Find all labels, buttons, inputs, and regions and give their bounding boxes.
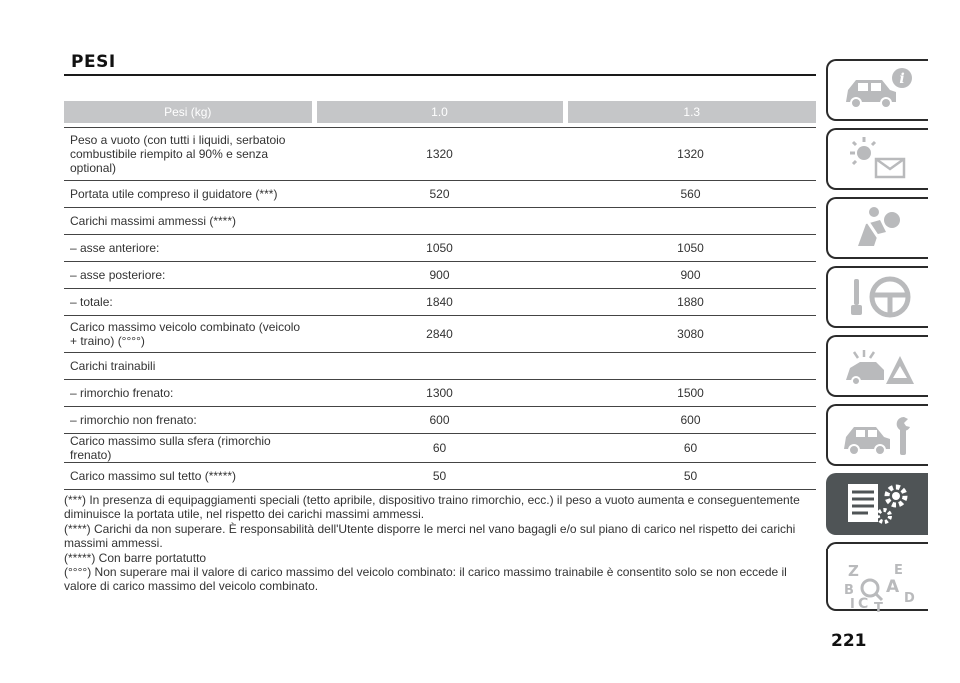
value-1-3: 3080	[565, 316, 816, 353]
chapter-tab-technical-data[interactable]	[826, 473, 928, 535]
table-row	[64, 289, 816, 316]
table-row	[64, 235, 816, 262]
value-1-0: 2840	[314, 316, 565, 353]
value-1-0: 60	[314, 434, 565, 463]
table-row	[64, 407, 816, 434]
footnote: (***) In presenza di equipaggiamenti speciali (tetto apribile, dispositivo traino rimorchio, ecc.) il peso a vuoto aumenta e conseguentemente diminuisce la portata utile, nel rispetto dei carichi massimi ammessi.	[64, 493, 800, 522]
index-letter: E	[894, 563, 903, 578]
table-row	[64, 128, 816, 181]
row-label: – asse anteriore:	[64, 235, 314, 262]
safety-airbag-icon	[838, 202, 918, 254]
chapter-tab-emergency[interactable]	[826, 335, 928, 397]
table-row	[64, 316, 816, 353]
svg-text:i: i	[899, 71, 905, 87]
index-letter: B	[844, 583, 854, 598]
footnote: (****) Carichi da non superare. È responsabilità dell'Utente disporre le merci nel vano bagagli e/o sul piano di carico nel rispetto dei carichi massimi ammessi.	[64, 521, 796, 551]
header-engine-1-3: 1.3	[565, 101, 816, 123]
row-label: Carichi trainabili	[64, 353, 314, 380]
row-label: Portata utile compreso il guidatore (***)	[64, 181, 314, 208]
table-row	[64, 380, 816, 407]
value-1-0: 1840	[314, 289, 565, 316]
value-1-3: 1050	[565, 235, 816, 262]
page-number: 221	[831, 631, 867, 651]
chapter-tab-index[interactable]	[826, 549, 928, 614]
chapter-tab-car-info[interactable]	[826, 59, 928, 121]
table-row	[64, 208, 816, 235]
maintenance-icon	[838, 409, 918, 461]
value-1-3	[565, 353, 816, 380]
value-1-3: 560	[565, 181, 816, 208]
footnote: (°°°°) Non superare mai il valore di carico massimo del veicolo combinato: il carico massimo trainabile è consentito solo se non eccede il valore di carico massimo del veicolo combinato.	[64, 565, 787, 594]
value-1-0: 900	[314, 262, 565, 289]
value-1-3: 60	[565, 434, 816, 463]
value-1-3: 1880	[565, 289, 816, 316]
value-1-0: 50	[314, 463, 565, 490]
chapter-tab-safety[interactable]	[826, 197, 928, 259]
emergency-warning-icon	[838, 340, 918, 392]
value-1-0: 1300	[314, 380, 565, 407]
index-letter: A	[886, 577, 900, 597]
table-row	[64, 434, 816, 463]
index-letter: C	[858, 596, 869, 612]
value-1-0: 600	[314, 407, 565, 434]
technical-data-icon	[838, 478, 918, 530]
table-row	[64, 353, 816, 380]
row-label: – asse posteriore:	[64, 262, 314, 289]
title-divider	[64, 74, 816, 76]
steering-wheel-icon	[838, 271, 918, 323]
footnotes	[64, 493, 816, 594]
value-1-0: 1320	[314, 128, 565, 181]
row-label: Carico massimo sulla sfera (rimorchio frenato)	[64, 434, 314, 463]
row-label: – rimorchio frenato:	[64, 380, 314, 407]
chapter-tab-maintenance[interactable]	[826, 404, 928, 466]
index-letter: I	[850, 597, 855, 612]
row-label: Peso a vuoto (con tutti i liquidi, serbatoio combustibile riempito al 90% e senza optional)	[64, 128, 314, 181]
car-info-icon	[838, 64, 918, 116]
dashboard-lights-icon	[838, 133, 918, 185]
value-1-0: 1050	[314, 235, 565, 262]
footnote: (*****) Con barre portatutto	[64, 550, 207, 565]
row-label: Carico massimo veicolo combinato (veicolo + traino) (°°°°)	[64, 316, 314, 353]
table-row	[64, 463, 816, 490]
header-weights: Pesi (kg)	[64, 101, 314, 123]
index-letter: T	[874, 601, 883, 614]
index-letter: D	[904, 591, 915, 606]
row-label: Carichi massimi ammessi (****)	[64, 208, 314, 235]
index-icon	[838, 562, 918, 614]
chapter-tabs	[826, 59, 928, 614]
value-1-0	[314, 353, 565, 380]
chapter-tab-dashboard[interactable]	[826, 128, 928, 190]
value-1-3	[565, 208, 816, 235]
value-1-3: 600	[565, 407, 816, 434]
table-row	[64, 262, 816, 289]
value-1-3: 1320	[565, 128, 816, 181]
chapter-tab-driving[interactable]	[826, 266, 928, 328]
row-label: Carico massimo sul tetto (*****)	[64, 463, 314, 490]
value-1-3: 50	[565, 463, 816, 490]
row-label: – rimorchio non frenato:	[64, 407, 314, 434]
section-title: PESI	[71, 52, 116, 72]
value-1-3: 1500	[565, 380, 816, 407]
value-1-0: 520	[314, 181, 565, 208]
table-row	[64, 181, 816, 208]
value-1-0	[314, 208, 565, 235]
row-label: – totale:	[64, 289, 314, 316]
index-letter: Z	[848, 562, 859, 580]
value-1-3: 900	[565, 262, 816, 289]
header-engine-1-0: 1.0	[314, 101, 565, 123]
weights-table	[64, 101, 816, 490]
